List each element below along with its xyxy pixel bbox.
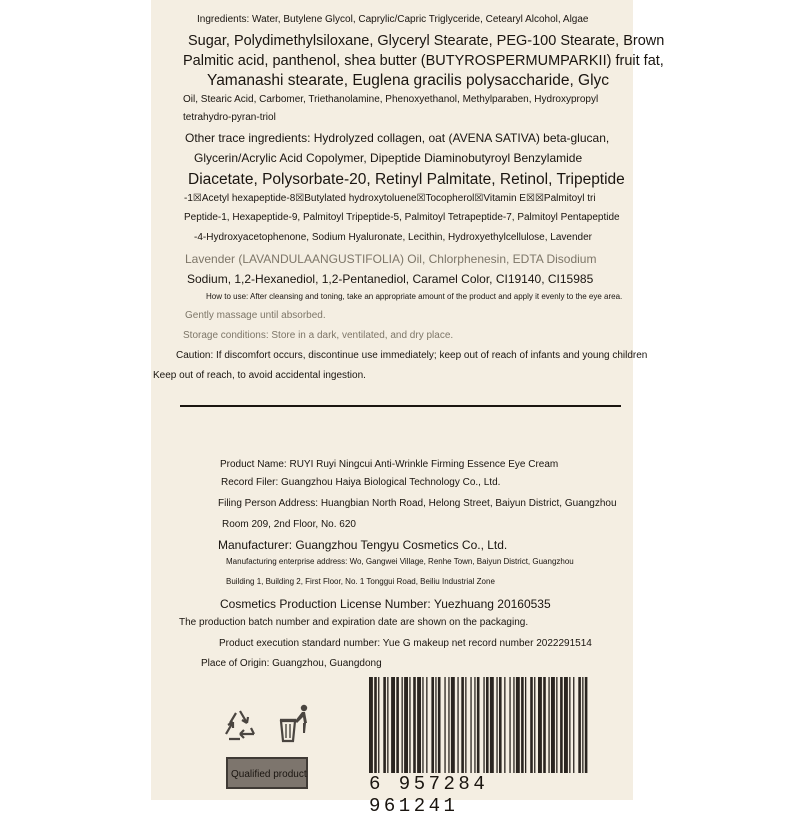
caution-text: Caution: If discomfort occurs, discontinue use immediately; keep out of reach of infants and young children	[176, 350, 648, 361]
qualified-product-badge	[226, 757, 308, 789]
keep-out-text: Keep out of reach, to avoid accidental ingestion.	[153, 370, 366, 381]
manufacturer: Manufacturer: Guangzhou Tengyu Cosmetics Co., Ltd.	[218, 538, 508, 552]
mfg-address-2: Building 1, Building 2, First Floor, No. 1 Tonggui Road, Beiliu Industrial Zone	[226, 577, 495, 586]
mfg-address: Manufacturing enterprise address: Wo, Gangwei Village, Renhe Town, Baiyun District, Guangzhou	[226, 557, 574, 566]
recycle-icon	[220, 706, 260, 746]
record-filer: Record Filer: Guangzhou Haiya Biological Technology Co., Ltd.	[221, 477, 501, 488]
ingredients-line-6: tetrahydro-pyran-triol	[183, 112, 276, 123]
ingredients-line-2: Sugar, Polydimethylsiloxane, Glyceryl Stearate, PEG-100 Stearate, Brown	[188, 33, 665, 49]
ingredients-line-7: Other trace ingredients: Hydrolyzed collagen, oat (AVENA SATIVA) beta-glucan,	[185, 131, 610, 145]
qualified-product-label: Qualified product	[231, 769, 307, 780]
barcode-number: 6 957284 961241	[369, 773, 591, 795]
ingredients-line-14: Sodium, 1,2-Hexanediol, 1,2-Pentanediol, Caramel Color, CI19140, CI15985	[187, 272, 594, 286]
execution-standard: Product execution standard number: Yue G makeup net record number 2022291514	[219, 638, 592, 649]
ingredients-line-10: -1☒Acetyl hexapeptide-8☒Butylated hydroxytoluene☒Tocopherol☒Vitamin E☒☒Palmitoyl tri	[184, 193, 596, 204]
ingredients-line-13: Lavender (LAVANDULAANGUSTIFOLIA) Oil, Chlorphenesin, EDTA Disodium	[185, 252, 597, 266]
storage-text: Storage conditions: Store in a dark, ventilated, and dry place.	[183, 330, 454, 341]
ingredients-line-12: -4-Hydroxyacetophenone, Sodium Hyaluronate, Lecithin, Hydroxyethylcellulose, Lavender	[194, 232, 592, 243]
ingredients-line-3: Palmitic acid, panthenol, shea butter (BUTYROSPERMUMPARKII) fruit fat,	[183, 53, 664, 69]
ingredients-line-11: Peptide-1, Hexapeptide-9, Palmitoyl Tripeptide-5, Palmitoyl Tetrapeptide-7, Palmitoyl Pentapeptide	[184, 212, 620, 223]
ingredients-line-1: Ingredients: Water, Butylene Glycol, Caprylic/Capric Triglyceride, Cetearyl Alcohol, Algae	[197, 14, 589, 25]
filer-address: Filing Person Address: Huangbian North Road, Helong Street, Baiyun District, Guangzhou	[218, 498, 617, 509]
ingredients-line-5: Oil, Stearic Acid, Carbomer, Triethanolamine, Phenoxyethanol, Methylparaben, Hydroxypropyl	[183, 94, 599, 105]
batch-note: The production batch number and expiration date are shown on the packaging.	[179, 617, 529, 628]
ingredients-line-8: Glycerin/Acrylic Acid Copolymer, Dipeptide Diaminobutyroyl Benzylamide	[194, 151, 583, 165]
place-of-origin: Place of Origin: Guangzhou, Guangdong	[201, 658, 382, 669]
license-number: Cosmetics Production License Number: Yuezhuang 20160535	[220, 597, 551, 611]
filer-address-2: Room 209, 2nd Floor, No. 620	[222, 519, 356, 530]
how-to-use-text: How to use: After cleansing and toning, take an appropriate amount of the product and apply it evenly to the eye area.	[206, 292, 623, 301]
section-divider	[180, 405, 621, 407]
massage-text: Gently massage until absorbed.	[185, 310, 326, 321]
ingredients-line-4: Yamanashi stearate, Euglena gracilis polysaccharide, Glyc	[207, 72, 610, 89]
product-name: Product Name: RUYI Ruyi Ningcui Anti-Wrinkle Firming Essence Eye Cream	[220, 459, 559, 470]
trash-bin-icon	[278, 703, 314, 745]
ingredients-line-9: Diacetate, Polysorbate-20, Retinyl Palmitate, Retinol, Tripeptide	[188, 171, 625, 188]
